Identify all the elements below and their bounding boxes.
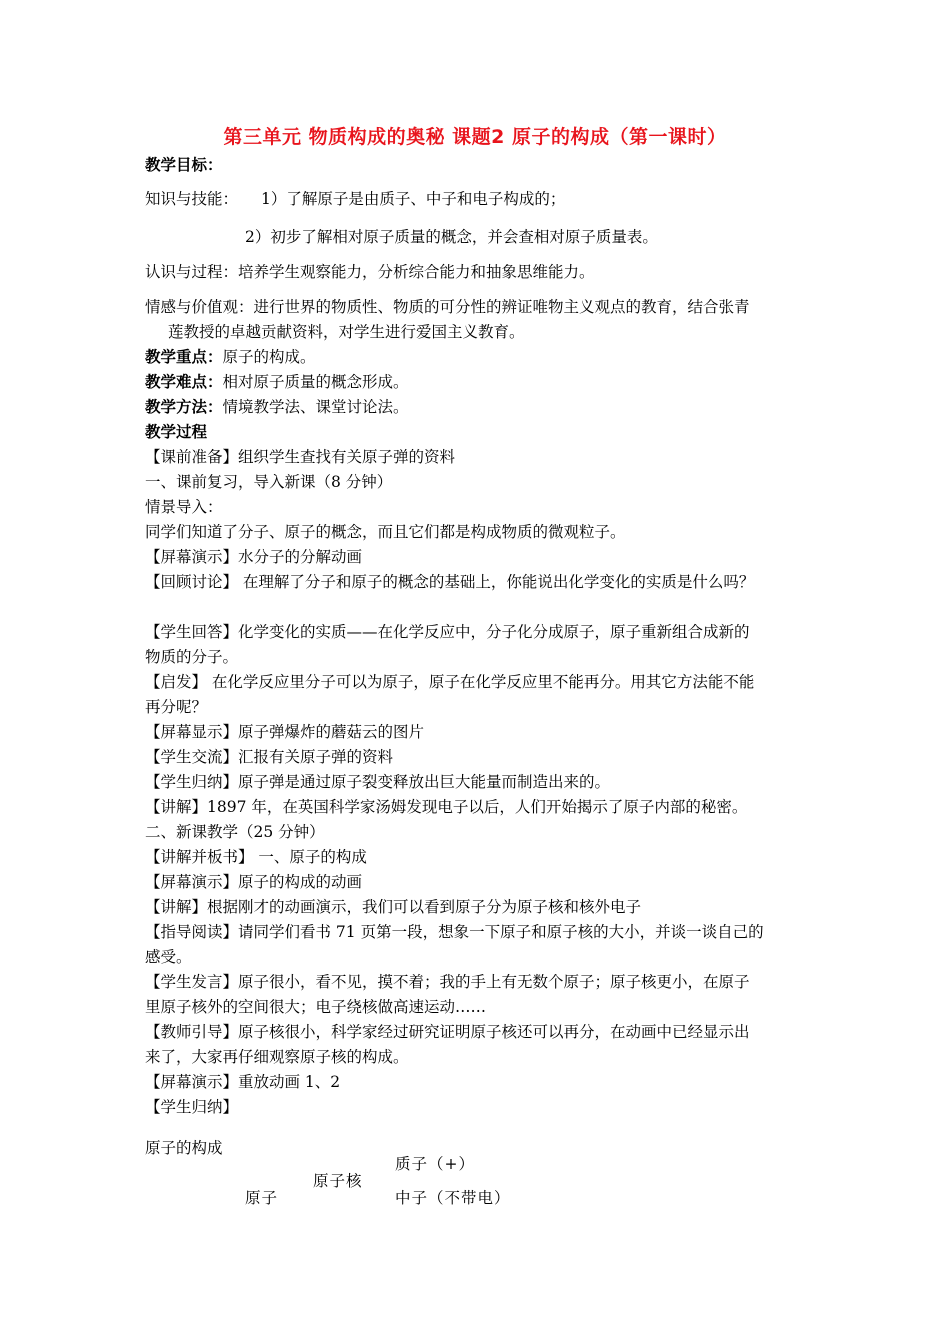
- diagram-neutron: 中子（不带电）: [395, 1189, 511, 1207]
- lesson-line: 【学生归纳】: [145, 1098, 239, 1116]
- lesson-line: 感受。: [145, 948, 192, 966]
- lesson-line: 【学生交流】汇报有关原子弹的资料: [145, 748, 394, 766]
- objectives-heading: 教学目标：: [145, 156, 223, 174]
- knowledge-item-2: 2）初步了解相对原子质量的概念，并会查相对原子质量表。: [245, 228, 658, 246]
- process-objective: 认识与过程：培养学生观察能力，分析综合能力和抽象思维能力。: [145, 263, 595, 281]
- diagram-nucleus: 原子核: [313, 1172, 363, 1190]
- lesson-line: 【学生发言】原子很小，看不见，摸不着；我的手上有无数个原子；原子核更小，在原子: [145, 973, 750, 991]
- lesson-line: 【屏幕演示】重放动画 1、2: [145, 1073, 341, 1091]
- key-point-text: 原子的构成。: [222, 348, 316, 366]
- lesson-line: 【回顾讨论】 在理解了分子和原子的概念的基础上，你能说出化学变化的实质是什么吗？: [145, 573, 755, 591]
- lesson-line: 【讲解并板书】 一、原子的构成: [145, 848, 367, 866]
- method-label: 教学方法：: [145, 398, 223, 416]
- difficulty-text: 相对原子质量的概念形成。: [222, 373, 409, 391]
- lesson-line: 【课前准备】组织学生查找有关原子弹的资料: [145, 448, 456, 466]
- diagram-proton: 质子（+）: [395, 1155, 475, 1173]
- lesson-line: 【讲解】根据刚才的动画演示，我们可以看到原子分为原子核和核外电子: [145, 898, 642, 916]
- lesson-line: 同学们知道了分子、原子的概念，而且它们都是构成物质的微观粒子。: [145, 523, 626, 541]
- lesson-line: 【学生回答】化学变化的实质——在化学反应中，分子化分成原子，原子重新组合成新的: [145, 623, 750, 641]
- lesson-line: 【屏幕演示】水分子的分解动画: [145, 548, 363, 566]
- lesson-line: 物质的分子。: [145, 648, 239, 666]
- lesson-line: 情景导入：: [145, 498, 223, 516]
- lesson-line: 【教师引导】原子核很小，科学家经过研究证明原子核还可以再分，在动画中已经显示出: [145, 1023, 750, 1041]
- difficulty: [145, 372, 409, 392]
- values-objective-2: 莲教授的卓越贡献资料，对学生进行爱国主义教育。: [168, 323, 525, 341]
- lesson-line: 里原子核外的空间很大；电子绕核做高速运动……: [145, 998, 487, 1016]
- lesson-line: 再分呢？: [145, 698, 208, 716]
- lesson-line: 【启发】 在化学反应里分子可以为原子，原子在化学反应里不能再分。用其它方法能不能: [145, 673, 755, 691]
- method: [145, 397, 409, 417]
- lesson-line: 【屏幕显示】原子弹爆炸的蘑菇云的图片: [145, 723, 425, 741]
- lesson-line: 二、新课教学（25 分钟）: [145, 823, 325, 841]
- lesson-line: 【学生归纳】原子弹是通过原子裂变释放出巨大能量而制造出来的。: [145, 773, 611, 791]
- lesson-line: 【讲解】1897 年，在英国科学家汤姆发现电子以后，人们开始揭示了原子内部的秘密。: [145, 798, 748, 816]
- method-text: 情境教学法、课堂讨论法。: [222, 398, 409, 416]
- process-heading: 教学过程: [145, 423, 208, 441]
- difficulty-label: 教学难点：: [145, 373, 223, 391]
- knowledge-item-1: 1）了解原子是由质子、中子和电子构成的；: [261, 190, 566, 208]
- values-objective-1: 情感与价值观：进行世界的物质性、物质的可分性的辨证唯物主义观点的教育，结合张青: [145, 298, 750, 316]
- lesson-line: 来了，大家再仔细观察原子核的构成。: [145, 1048, 409, 1066]
- lesson-line: 一、课前复习，导入新课（8 分钟）: [145, 473, 393, 491]
- lesson-line: 【屏幕演示】原子的构成的动画: [145, 873, 363, 891]
- key-point-label: 教学重点：: [145, 348, 223, 366]
- key-point: [145, 347, 316, 367]
- diagram-heading: 原子的构成: [145, 1139, 223, 1157]
- knowledge-label: 知识与技能：: [145, 190, 239, 208]
- lesson-line: 【指导阅读】请同学们看书 71 页第一段，想象一下原子和原子核的大小，并谈一谈自己的: [145, 923, 764, 941]
- page-title: 第三单元 物质构成的奥秘 课题2 原子的构成（第一课时）: [223, 126, 727, 148]
- diagram-atom: 原子: [245, 1189, 279, 1207]
